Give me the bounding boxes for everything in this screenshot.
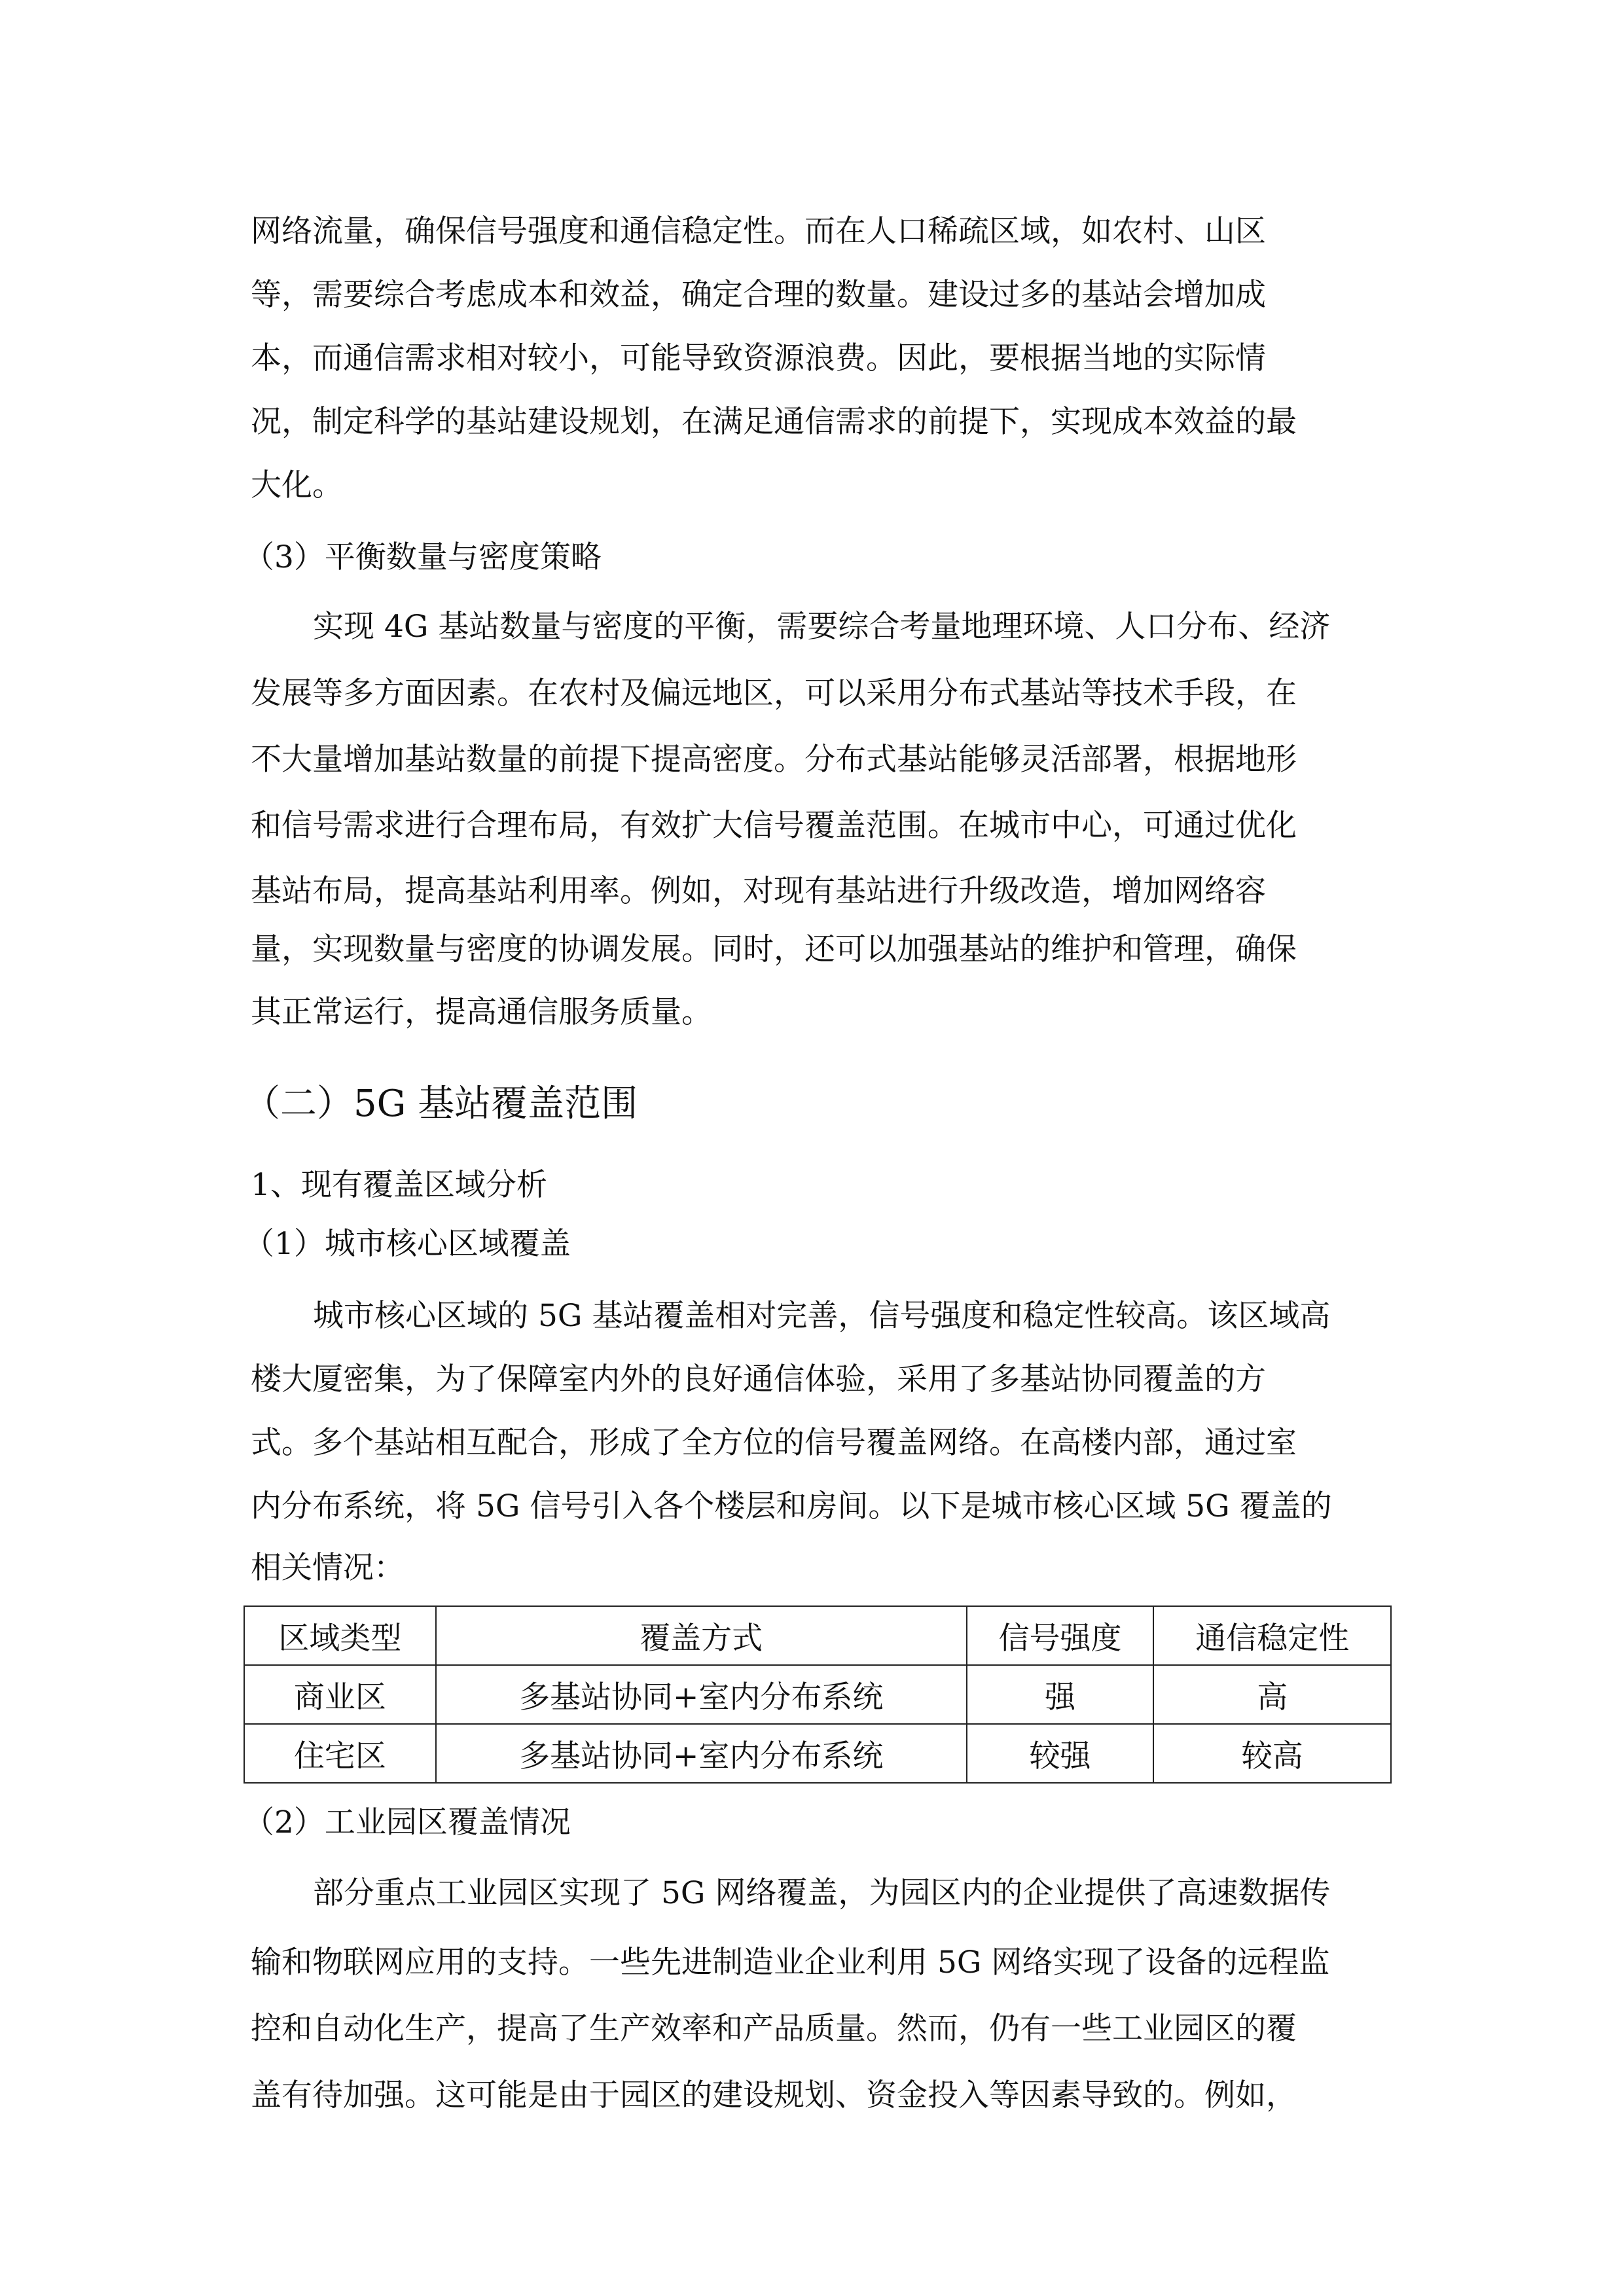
paragraph-line: 式。多个基站相互配合，形成了全方位的信号覆盖网络。在高楼内部，通过室: [251, 1425, 1297, 1461]
paragraph-line: 内分布系统，将 5G 信号引入各个楼层和房间。以下是城市核心区域 5G 覆盖的: [251, 1488, 1332, 1524]
paragraph-line: 网络流量，确保信号强度和通信稳定性。而在人口稀疏区域，如农村、山区: [251, 213, 1266, 249]
paragraph-line: 大化。: [251, 467, 343, 503]
paragraph-line: 基站布局，提高基站利用率。例如，对现有基站进行升级改造，增加网络容: [251, 873, 1266, 909]
table-cell: 住宅区: [244, 1724, 436, 1783]
paragraph-line: 发展等多方面因素。在农村及偏远地区，可以采用分布式基站等技术手段，在: [251, 675, 1297, 711]
table-header-row: [244, 1606, 1391, 1665]
header-cell: 区域类型: [244, 1606, 436, 1665]
header-cell: 信号强度: [967, 1606, 1154, 1665]
header-cell: 通信稳定性: [1153, 1606, 1391, 1665]
table-cell: 高: [1153, 1665, 1391, 1724]
paragraph-line: 其正常运行，提高通信服务质量。: [251, 994, 712, 1030]
paragraph-line: 本，而通信需求相对较小，可能导致资源浪费。因此，要根据当地的实际情: [251, 340, 1266, 376]
paragraph-line: 不大量增加基站数量的前提下提高密度。分布式基站能够灵活部署，根据地形: [251, 742, 1297, 778]
table-row: [244, 1724, 1391, 1783]
table-cell: 强: [967, 1665, 1154, 1724]
section-heading: （二）5G 基站覆盖范围: [244, 1083, 638, 1125]
paragraph-line: 控和自动化生产，提高了生产效率和产品质量。然而，仍有一些工业园区的覆: [251, 2011, 1297, 2047]
subheading-3: （3）平衡数量与密度策略: [244, 539, 602, 575]
paragraph-line: 部分重点工业园区实现了 5G 网络覆盖，为园区内的企业提供了高速数据传: [313, 1875, 1331, 1911]
paragraph-line: 城市核心区域的 5G 基站覆盖相对完善，信号强度和稳定性较高。该区域高: [313, 1298, 1331, 1334]
table-row: [244, 1665, 1391, 1724]
header-cell: 覆盖方式: [436, 1606, 967, 1665]
paragraph-line: 量，实现数量与密度的协调发展。同时，还可以加强基站的维护和管理，确保: [251, 931, 1297, 967]
paragraph-line: 相关情况：: [251, 1550, 405, 1586]
table-cell: 多基站协同+室内分布系统: [436, 1724, 967, 1783]
table-cell: 较强: [967, 1724, 1154, 1783]
paragraph-line: 输和物联网应用的支持。一些先进制造业企业利用 5G 网络实现了设备的远程监: [251, 1945, 1330, 1981]
paragraph-line: 实现 4G 基站数量与密度的平衡，需要综合考量地理环境、人口分布、经济: [313, 609, 1331, 645]
table-cell: 较高: [1153, 1724, 1391, 1783]
paragraph-line: 盖有待加强。这可能是由于园区的建设规划、资金投入等因素导致的。例如，: [251, 2077, 1297, 2113]
paragraph-line: 和信号需求进行合理布局，有效扩大信号覆盖范围。在城市中心，可通过优化: [251, 808, 1297, 844]
item-heading: 1、现有覆盖区域分析: [251, 1167, 547, 1203]
paragraph-line: 楼大厦密集，为了保障室内外的良好通信体验，采用了多基站协同覆盖的方: [251, 1361, 1266, 1397]
coverage-table: [244, 1605, 1392, 1784]
table-cell: 商业区: [244, 1665, 436, 1724]
paragraph-line: 况，制定科学的基站建设规划，在满足通信需求的前提下，实现成本效益的最: [251, 404, 1297, 440]
table-cell: 多基站协同+室内分布系统: [436, 1665, 967, 1724]
paragraph-line: 等，需要综合考虑成本和效益，确定合理的数量。建设过多的基站会增加成: [251, 277, 1266, 313]
subheading-2: （2）工业园区覆盖情况: [244, 1804, 571, 1840]
subheading-1: （1）城市核心区域覆盖: [244, 1226, 571, 1262]
